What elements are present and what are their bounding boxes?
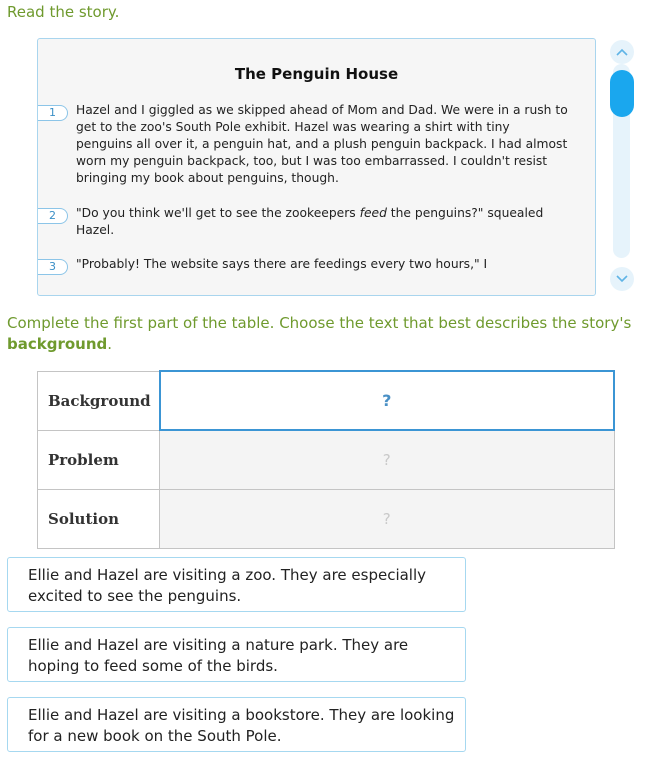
chevron-up-icon	[616, 48, 628, 56]
paragraph-number-2: 2	[38, 208, 68, 224]
complete-instruction: Complete the first part of the table. Choose the text that best describes the story's background.	[7, 314, 632, 353]
story-paragraph-3: "Probably! The website says there are feedings every two hours," I	[76, 257, 488, 271]
read-instruction: Read the story.	[7, 3, 120, 21]
story-structure-table	[37, 370, 615, 549]
paragraph-number-1: 1	[38, 105, 68, 121]
table-row	[38, 371, 615, 430]
chevron-down-icon	[616, 275, 628, 283]
scroll-down-button[interactable]	[610, 267, 634, 291]
answer-choice-bookstore[interactable]: Ellie and Hazel are visiting a bookstore. They are looking for a new book on the South Pole.	[7, 697, 466, 752]
story-scrollbar-thumb[interactable]	[610, 70, 634, 117]
background-drop-slot[interactable]: ?	[160, 371, 615, 430]
problem-drop-slot[interactable]: ?	[160, 430, 615, 489]
story-title: The Penguin House	[234, 65, 399, 83]
paragraph-number-3: 3	[38, 259, 68, 275]
table-row	[38, 489, 615, 548]
story-panel[interactable]	[37, 38, 596, 296]
table-row	[38, 430, 615, 489]
row-label-solution: Solution	[38, 489, 160, 548]
row-label-background: Background	[38, 371, 160, 430]
answer-choice-nature-park[interactable]: Ellie and Hazel are visiting a nature park. They are hoping to feed some of the birds.	[7, 627, 466, 682]
story-paragraph-1: Hazel and I giggled as we skipped ahead of Mom and Dad. We were in a rush to get to the zoo's South Pole exhibit. Hazel was wearing a shirt with tiny penguins all over it, a penguin hat, and a plush penguin backpack. I had almost worn my penguin backpack, too, but I was too embarrassed. I couldn't resist bringing my book about penguins, though.	[76, 103, 568, 185]
story-paragraph-2: "Do you think we'll get to see the zookeepers feed the penguins?" squealed Hazel.	[76, 206, 544, 237]
scroll-up-button[interactable]	[610, 40, 634, 64]
solution-drop-slot[interactable]: ?	[160, 489, 615, 548]
row-label-problem: Problem	[38, 430, 160, 489]
answer-choice-zoo[interactable]: Ellie and Hazel are visiting a zoo. They are especially excited to see the penguins.	[7, 557, 466, 612]
